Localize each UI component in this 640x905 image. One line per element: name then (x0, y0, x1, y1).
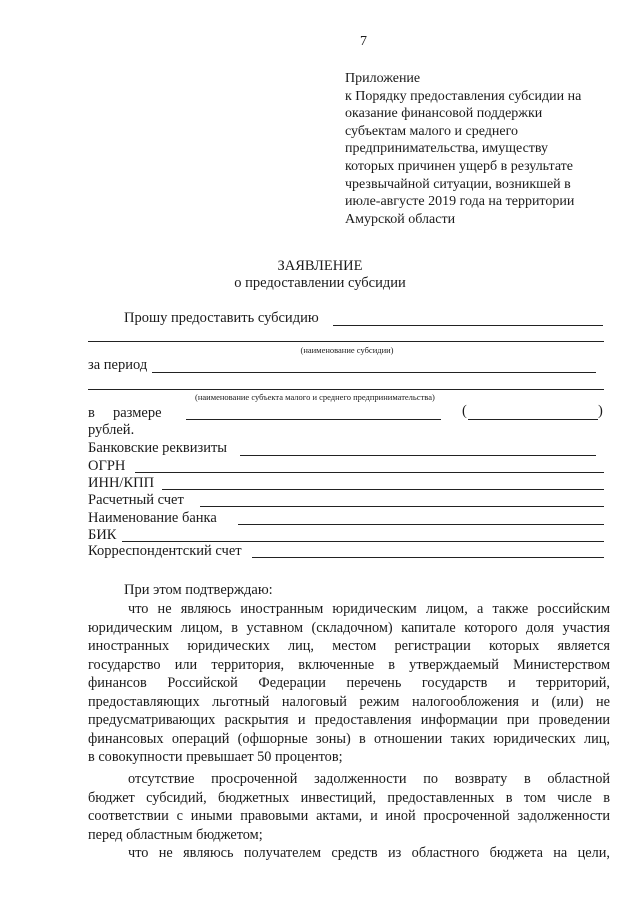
inn-kpp-field[interactable] (162, 489, 604, 490)
paragraph-line: предусматривающих раскрытия и предоставления информации при проведении (88, 712, 610, 728)
inn-kpp-label: ИНН/КПП (88, 475, 155, 491)
appendix-line: чрезвычайной ситуации, возникшей в (345, 176, 571, 192)
paragraph-line: иностранных юридических лиц, местом регистрации которых является (88, 638, 610, 654)
appendix-header (345, 70, 581, 228)
page-number: 7 (360, 34, 367, 49)
appendix-line: Приложение (345, 71, 421, 86)
document-title: ЗАЯВЛЕНИЕ (277, 258, 363, 274)
paren-open: ( (462, 403, 467, 419)
amount-size-label: размере (113, 405, 162, 421)
confirmation-paragraph-1 (88, 600, 610, 767)
confirmation-paragraph-3 (88, 844, 610, 863)
paragraph-line: бюджет субсидий, бюджетных инвестиций, предоставленных в том числе в (88, 789, 610, 806)
document-subtitle: о предоставлении субсидии (234, 275, 406, 291)
settlement-account-field[interactable] (200, 506, 604, 507)
paragraph-line: перед областным бюджетом; (88, 826, 263, 843)
correspondent-account-label: Корреспондентский счет (88, 543, 242, 559)
paren-close: ) (598, 403, 603, 419)
correspondent-account-field[interactable] (252, 557, 604, 558)
entity-name-hint: (наименование субъекта малого и среднего предпринимательства) (195, 392, 435, 402)
paragraph-line: предоставляющих льготный налоговый режим налогообложения и (или) не (88, 693, 610, 710)
bank-name-label: Наименование банка (88, 510, 217, 526)
bik-label: БИК (88, 527, 117, 543)
ogrn-field[interactable] (135, 472, 604, 473)
entity-name-field[interactable] (88, 389, 604, 390)
bank-details-field[interactable] (240, 455, 596, 456)
amount-field[interactable] (186, 419, 441, 420)
amount-words-field[interactable] (468, 419, 598, 420)
subsidy-name-field-line2[interactable] (88, 341, 604, 342)
request-label: Прошу предоставить субсидию (124, 310, 319, 326)
appendix-line: предпринимательства, имуществу (345, 141, 549, 157)
amount-in-label: в (88, 405, 95, 421)
period-label: за период (88, 357, 148, 373)
paragraph-line: в совокупности превышает 50 процентов; (88, 749, 343, 765)
subsidy-name-hint: (наименование субсидии) (300, 345, 394, 355)
bank-name-field[interactable] (238, 524, 604, 525)
period-field[interactable] (152, 372, 596, 373)
paragraph-line: финансовых операций (офшорные зоны) в отношении таких юридических лиц, (88, 730, 610, 747)
paragraph-line: юридическим лицом, в уставном (складочном) капитале которого доля участия (88, 619, 610, 636)
confirmation-heading: При этом подтверждаю: (124, 582, 273, 598)
appendix-line: которых причинен ущерб в результате (345, 158, 574, 174)
currency-label: рублей. (88, 422, 135, 438)
paragraph-line: что не являюсь иностранным юридическим лицом, а также российским (128, 601, 610, 617)
appendix-line: июле-августе 2019 года на территории (345, 194, 575, 210)
paragraph-line: отсутствие просроченной задолженности по возврату в областной (128, 771, 610, 787)
confirmation-paragraph-2 (88, 770, 610, 844)
paragraph-line: соответствии с иными правовыми актами, и иной просроченной задолженности (88, 808, 610, 824)
ogrn-label: ОГРН (88, 458, 126, 474)
paragraph-line: что не являюсь получателем средств из областного бюджета на цели, (128, 845, 610, 861)
subsidy-name-field[interactable] (333, 325, 603, 326)
paragraph-line: государство или территория, включенные в утверждаемый Министерством (88, 656, 610, 673)
bik-field[interactable] (122, 541, 604, 542)
appendix-line: Амурской области (345, 211, 456, 227)
appendix-line: к Порядку предоставления субсидии на (345, 88, 582, 104)
paragraph-line: финансов Российской Федерации перечень государств и территорий, (88, 675, 610, 691)
settlement-account-label: Расчетный счет (88, 492, 184, 508)
appendix-line: оказание финансовой поддержки (345, 106, 543, 122)
appendix-line: субъектам малого и среднего (345, 123, 518, 139)
bank-details-label: Банковские реквизиты (88, 440, 228, 456)
